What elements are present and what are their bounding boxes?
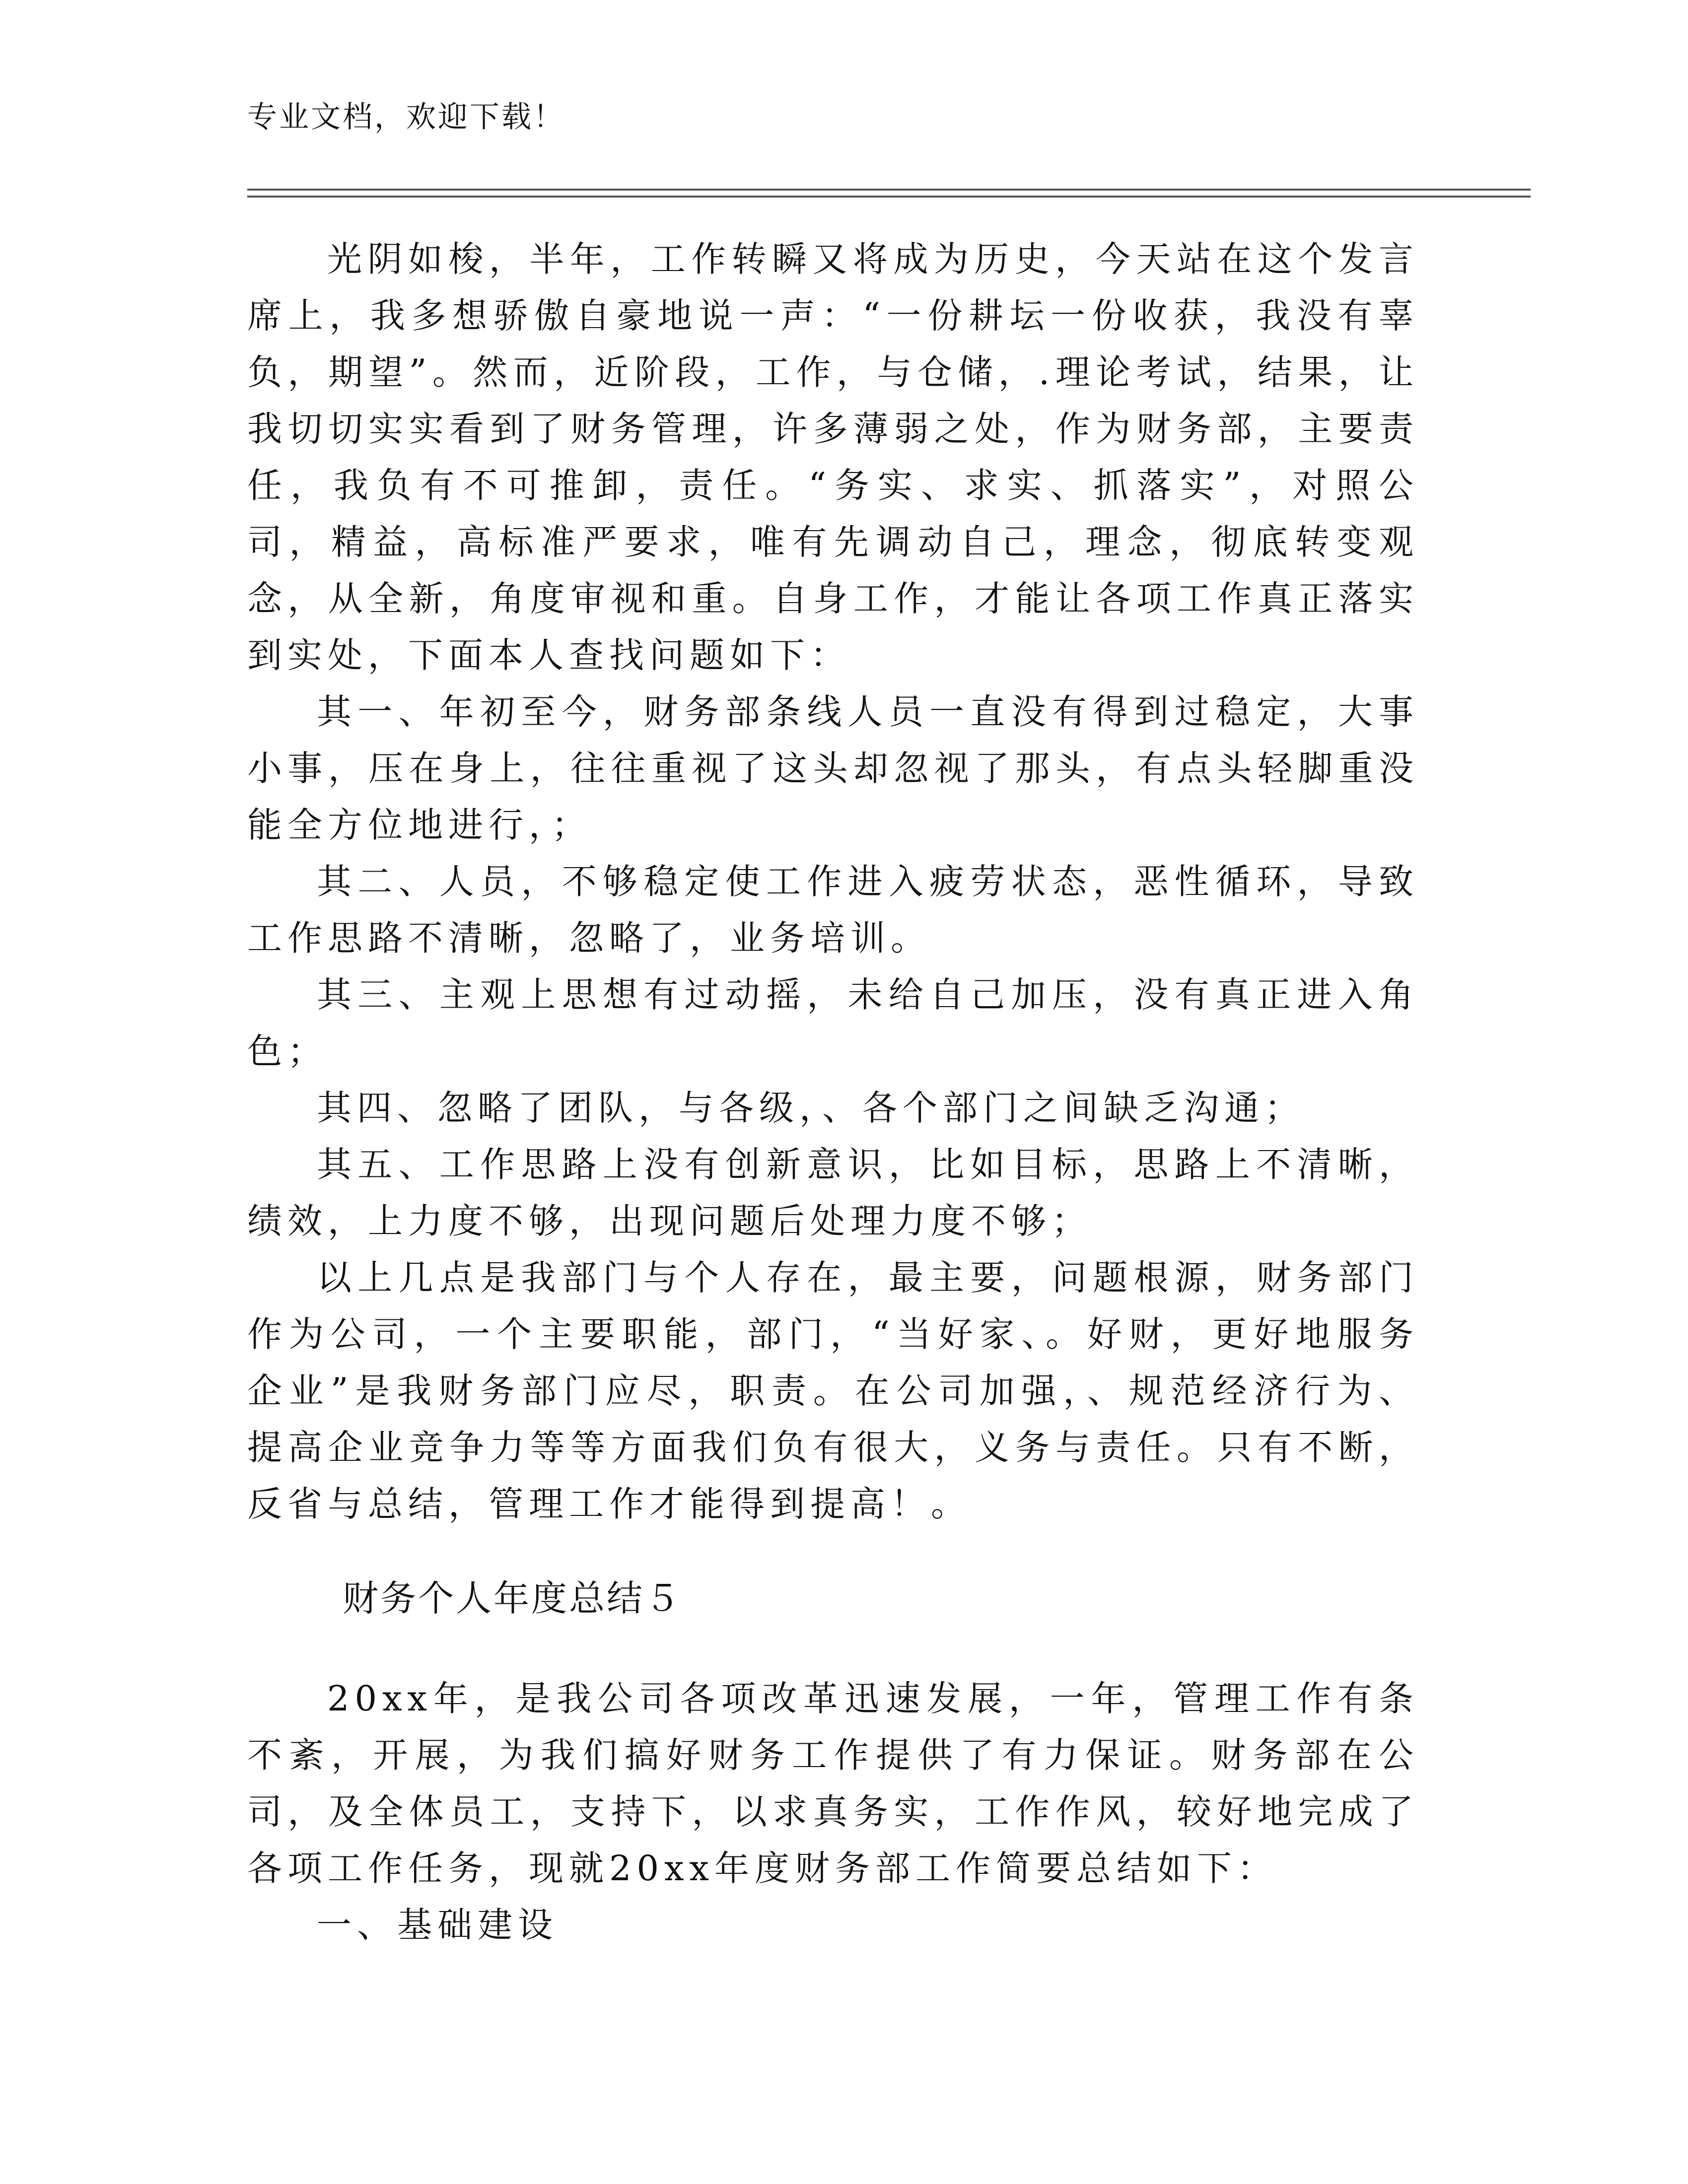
paragraph-intro: 光阴如梭，半年，工作转瞬又将成为历史，今天站在这个发言席上，我多想骄傲自豪地说一声：“一份耕坛一份收获，我没有辜负，期望”。然而，近阶段，工作，与仓储，.理论考试，结果，让我切切实实看到了财务管理，许多薄弱之处，作为财务部，主要责任，我负有不可推卸，责任。“务实、求实、抓落实”，对照公司，精益，高标准严要求，唯有先调动自己，理念，彻底转变观念，从全新，角度审视和重。自身工作，才能让各项工作真正落实到实处，下面本人查找问题如下： xyxy=(247,239,1419,676)
page-header: 专业文档，欢迎下载！ xyxy=(247,100,565,135)
paragraph-item-2: 其二、人员，不够稳定使工作进入疲劳状态，恶性循环，导致工作思路不清晰，忽略了，业务培训。 xyxy=(247,861,1419,958)
paragraph-item-3: 其三、主观上思想有过动摇，未给自己加压，没有真正进入角色； xyxy=(247,974,1419,1072)
paragraph-item-5: 其五、工作思路上没有创新意识，比如目标，思路上不清晰，绩效，上力度不够，出现问题后处理力度不够； xyxy=(247,1144,1419,1241)
paragraph-item-4: 其四、忽略了团队，与各级，、各个部门之间缺乏沟通； xyxy=(317,1088,1305,1128)
paragraph-conclusion: 以上几点是我部门与个人存在，最主要，问题根源，财务部门作为公司，一个主要职能，部门，“当好家、。好财，更好地服务企业”是我财务部门应尽，职责。在公司加强，、规范经济行为、提高企业竞争力等等方面我们负有很大，义务与责任。只有不断，反省与总结，管理工作才能得到提高！。 xyxy=(247,1257,1419,1524)
paragraph-item-1: 其一、年初至今，财务部条线人员一直没有得到过稳定，大事小事，压在身上，往往重视了这头却忽视了那头，有点头轻脚重没能全方位地进行，； xyxy=(247,691,1419,845)
header-rule-top xyxy=(247,189,1531,191)
subsection-heading: 一、基础建设 xyxy=(317,1905,558,1945)
section-a-body xyxy=(247,231,1419,1532)
header-rule-bottom xyxy=(247,196,1531,198)
section-b-body xyxy=(247,1670,1419,1953)
paragraph-summary-intro: 20xx年，是我公司各项改革迅速发展，一年，管理工作有条不紊，开展，为我们搞好财务工作提供了有力保证。财务部在公司，及全体员工，支持下，以求真务实，工作作风，较好地完成了各项工作任务，现就20xx年度财务部工作简要总结如下： xyxy=(247,1678,1419,1889)
section-heading: 财务个人年度总结５ xyxy=(343,1577,683,1619)
